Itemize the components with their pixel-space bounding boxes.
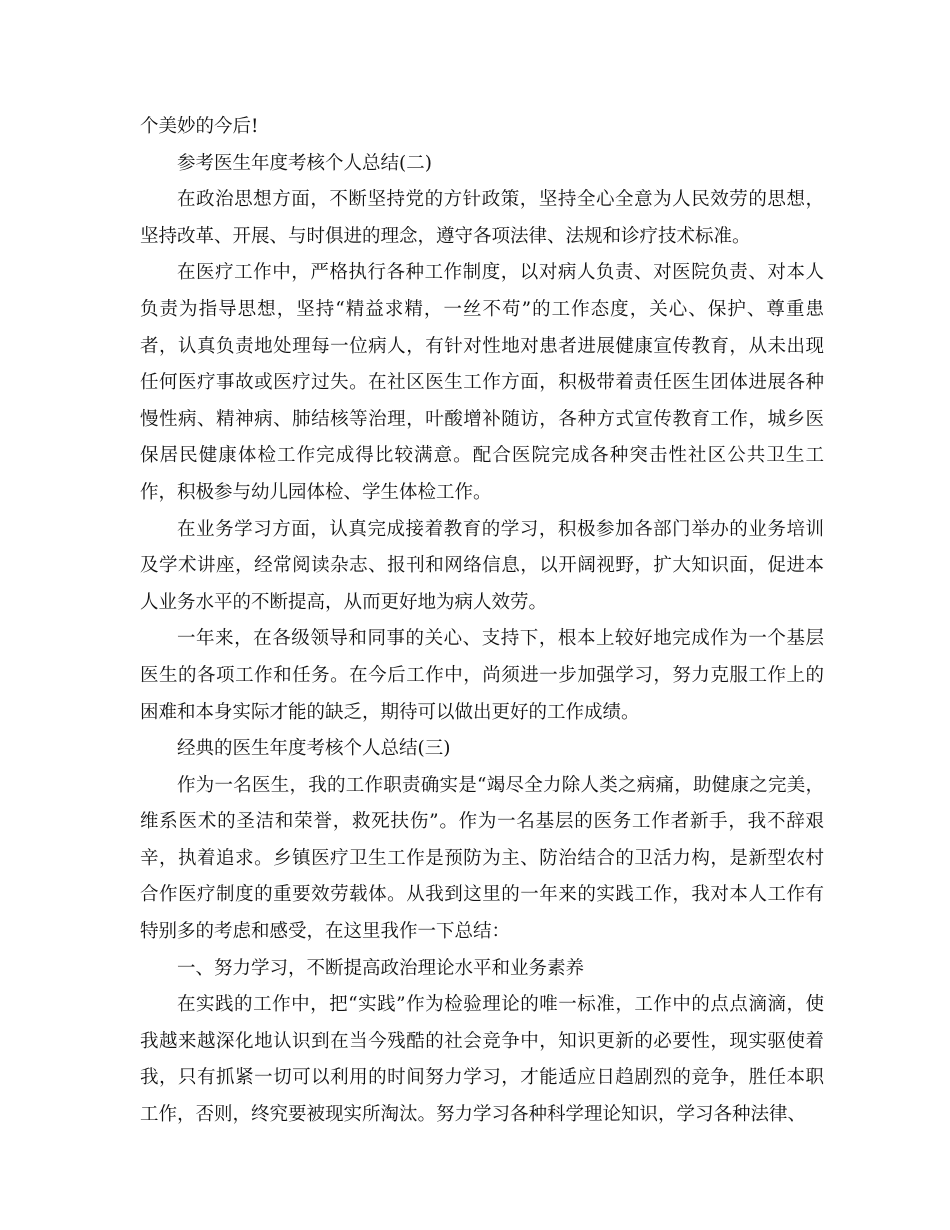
paragraph-year-summary: 一年来，在各级领导和同事的关心、支持下，根本上较好地完成作为一个基层医生的各项工作和任务。在今后工作中，尚须进一步加强学习，努力克服工作上的困难和本身实际才能的缺乏，期待可以做出更好的工作成绩。	[140, 628, 824, 723]
document-body	[140, 109, 824, 1134]
paragraph-practice-work: 在实践的工作中，把“实践”作为检验理论的唯一标准，工作中的点点滴滴，使我越来越深化地认识到在当今残酷的社会竞争中，知识更新的必要性，现实驱使着我，只有抓紧一切可以利用的时间努力学习，才能适应日趋剧烈的竞争，胜任本职工作，否则，终究要被现实所淘汰。努力学习各种科学理论知识，学习各种法律、	[140, 994, 824, 1126]
section-heading-two: 参考医生年度考核个人总结(二)	[177, 152, 432, 174]
paragraph-continuation: 个美妙的今后!	[140, 116, 259, 137]
paragraph-political-thought: 在政治思想方面，不断坚持党的方针政策，坚持全心全意为人民效劳的思想，坚持改革、开展、与时俱进的理念，遵守各项法律、法规和诊疗技术标准。	[140, 189, 824, 247]
subheading-study-hard: 一、努力学习，不断提高政治理论水平和业务素养	[177, 957, 585, 979]
paragraph-doctor-duty: 作为一名医生，我的工作职责确实是“竭尽全力除人类之病痛，助健康之完美，维系医术的圣洁和荣誉，救死扶伤”。作为一名基层的医务工作者新手，我不辞艰辛，执着追求。乡镇医疗卫生工作是预防为主、防治结合的卫活力构，是新型农村合作医疗制度的重要效劳载体。从我到这里的一年来的实践工作，我对本人工作有特别多的考虑和感受，在这里我作一下总结：	[140, 774, 824, 943]
section-heading-three: 经典的医生年度考核个人总结(三)	[177, 738, 451, 760]
paragraph-business-study: 在业务学习方面，认真完成接着教育的学习，积极参加各部门举办的业务培训及学术讲座，经常阅读杂志、报刊和网络信息，以开阔视野，扩大知识面，促进本人业务水平的不断提高，从而更好地为病人效劳。	[140, 518, 824, 613]
paragraph-medical-work: 在医疗工作中，严格执行各种工作制度，以对病人负责、对医院负责、对本人负责为指导思想，坚持“精益求精，一丝不苟”的工作态度，关心、保护、尊重患者，认真负责地处理每一位病人，有针对性地对患者进展健康宣传教育，从未出现任何医疗事故或医疗过失。在社区医生工作方面，积极带着责任医生团体进展各种慢性病、精神病、肺结核等治理，叶酸增补随访，各种方式宣传教育工作，城乡医保居民健康体检工作完成得比较满意。配合医院完成各种突击性社区公共卫生工作，积极参与幼儿园体检、学生体检工作。	[140, 262, 824, 503]
